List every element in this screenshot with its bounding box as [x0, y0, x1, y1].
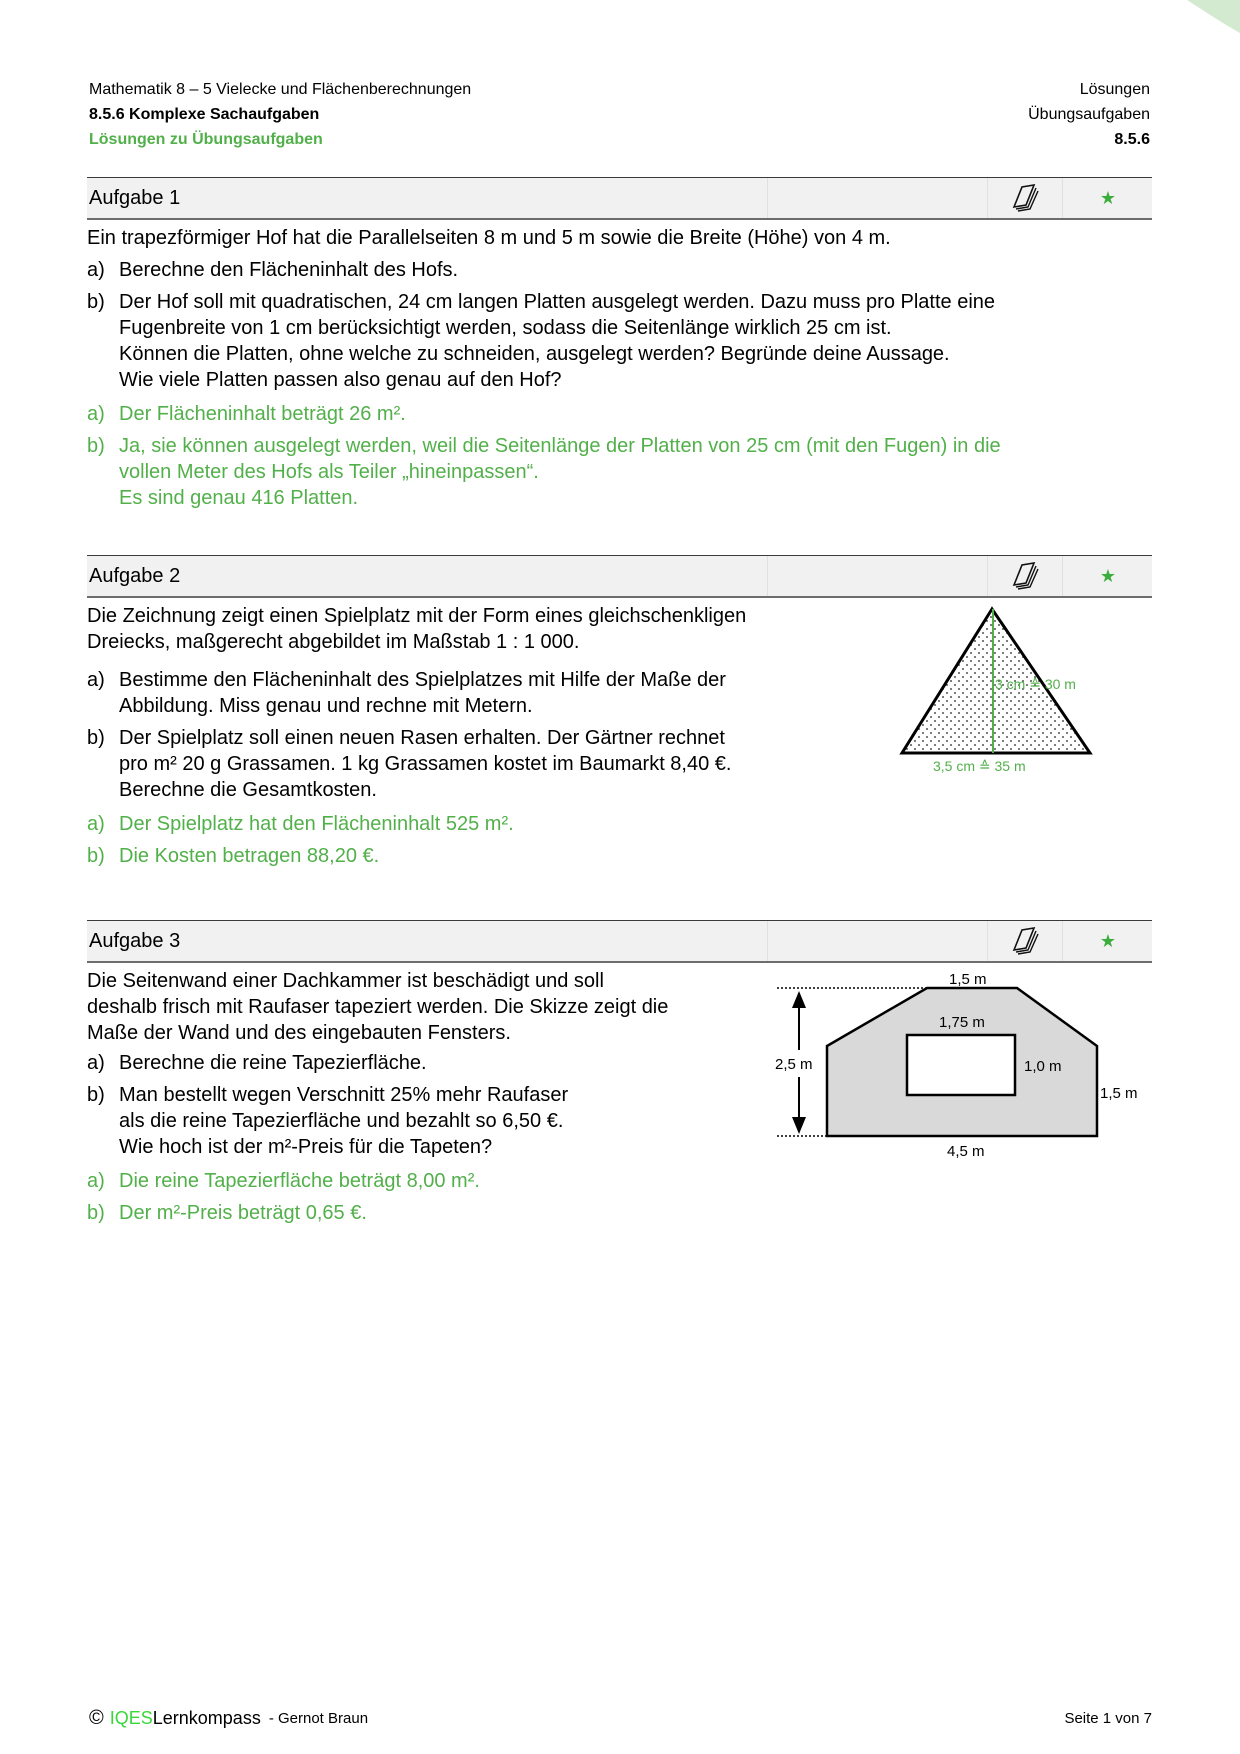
- text-line: Wie hoch ist der m²-Preis für die Tapeten?: [119, 1136, 493, 1158]
- item-label: a): [87, 1170, 105, 1192]
- bottom-width-label: 4,5 m: [947, 1143, 985, 1160]
- task-intro: [87, 968, 787, 1046]
- solution-b: [87, 843, 877, 869]
- header-right-number: 8.5.6: [1114, 131, 1150, 148]
- item-text: [119, 725, 877, 803]
- item-label: a): [87, 813, 105, 835]
- item-text: Der m²-Preis beträgt 0,65 €.: [119, 1202, 367, 1224]
- item-text: Berechne den Flächeninhalt des Hofs.: [119, 259, 459, 281]
- item-label: a): [87, 1052, 105, 1074]
- item-label: b): [87, 435, 105, 457]
- header-cell: [767, 921, 988, 961]
- task-header: [87, 555, 1152, 598]
- header-right: [1028, 77, 1150, 152]
- text-line: Man bestellt wegen Verschnitt 25% mehr Raufaser: [119, 1084, 569, 1106]
- brand-lernkompass: Lernkompass: [152, 1708, 261, 1728]
- item-text: Die Kosten betragen 88,20 €.: [119, 845, 380, 867]
- text-line: Die Seitenwand einer Dachkammer ist beschädigt und soll: [87, 970, 604, 992]
- book-icon: [987, 178, 1063, 218]
- window-height-label: 1,0 m: [1024, 1058, 1062, 1075]
- text-line: Bestimme den Flächeninhalt des Spielplatzes mit Hilfe der Maße der: [119, 669, 726, 691]
- star-icon: ★: [1062, 921, 1153, 961]
- task-header: [87, 177, 1152, 220]
- task-title: Aufgabe 1: [89, 186, 181, 209]
- item-text: [119, 433, 1152, 511]
- side-height-label: 1,5 m: [1100, 1085, 1138, 1102]
- author: - Gernot Braun: [268, 1710, 369, 1727]
- triangle-figure: [897, 603, 1147, 793]
- item-label: a): [87, 669, 105, 691]
- item-label: b): [87, 1084, 105, 1106]
- star-icon: ★: [1062, 556, 1153, 596]
- item-text: Der Spielplatz hat den Flächeninhalt 525 m².: [119, 813, 514, 835]
- wall-figure: [767, 965, 1227, 1165]
- text-line: Können die Platten, ohne welche zu schneiden, ausgelegt werden? Begründe deine Aussage.: [119, 343, 950, 365]
- text-line: als die reine Tapezierfläche und bezahlt so 6,50 €.: [119, 1110, 564, 1132]
- solution-a: [87, 811, 877, 837]
- item-label: b): [87, 845, 105, 867]
- task-title: Aufgabe 3: [89, 929, 181, 952]
- task-header: [87, 920, 1152, 963]
- item-label: a): [87, 259, 105, 281]
- page-number: Seite 1 von 7: [1064, 1710, 1152, 1727]
- task-2: [87, 555, 1152, 869]
- item-text: [119, 1082, 787, 1160]
- text-line: Es sind genau 416 Platten.: [119, 487, 359, 509]
- section-title: 8.5.6 Komplexe Sachaufgaben: [89, 106, 320, 123]
- item-text: Berechne die reine Tapezierfläche.: [119, 1052, 427, 1074]
- item-text: [119, 667, 877, 719]
- height-label: 3 cm ≙ 30 m: [995, 676, 1076, 692]
- book-icon: [987, 556, 1063, 596]
- text-line: Ja, sie können ausgelegt werden, weil die Seitenlänge der Platten von 25 cm (mit den Fugen) in die: [119, 435, 1001, 457]
- brand-iqes: IQES: [109, 1708, 153, 1728]
- question-b: [87, 725, 877, 803]
- book-icon: [987, 921, 1063, 961]
- item-label: b): [87, 291, 105, 313]
- task-3: [87, 920, 1152, 1226]
- top-width-label: 1,5 m: [949, 971, 987, 988]
- text-line: Die Zeichnung zeigt einen Spielplatz mit der Form eines gleichschenkligen: [87, 605, 747, 627]
- task-title: Aufgabe 2: [89, 564, 181, 587]
- total-height-label: 2,5 m: [775, 1056, 813, 1073]
- copyright-icon: ©: [89, 1707, 104, 1729]
- item-text: Die reine Tapezierfläche beträgt 8,00 m².: [119, 1170, 480, 1192]
- text-line: Wie viele Platten passen also genau auf den Hof?: [119, 369, 562, 391]
- text-line: pro m² 20 g Grassamen. 1 kg Grassamen kostet im Baumarkt 8,40 €.: [119, 753, 732, 775]
- text-line: deshalb frisch mit Raufaser tapeziert werden. Die Skizze zeigt die: [87, 996, 669, 1018]
- text-line: Maße der Wand und des eingebauten Fensters.: [87, 1022, 511, 1044]
- page-footer: [89, 1707, 1152, 1730]
- header-cell: [767, 178, 988, 218]
- text-line: Abbildung. Miss genau und rechne mit Metern.: [119, 695, 533, 717]
- header-cell: [767, 556, 988, 596]
- solution-b: [87, 433, 1152, 511]
- star-icon: ★: [1062, 178, 1153, 218]
- solution-a: [87, 401, 1152, 427]
- subject-title: Mathematik 8 – 5 Vielecke und Flächenberechnungen: [89, 81, 472, 98]
- task-1: [87, 177, 1152, 511]
- question-a: [87, 1050, 787, 1076]
- text-line: Der Hof soll mit quadratischen, 24 cm langen Platten ausgelegt werden. Dazu muss pro Platte eine: [119, 291, 996, 313]
- header-right-line2: Übungsaufgaben: [1028, 106, 1150, 123]
- text-line: Dreiecks, maßgerecht abgebildet im Maßstab 1 : 1 000.: [87, 631, 580, 653]
- base-label: 3,5 cm ≙ 35 m: [933, 758, 1026, 774]
- question-b: [87, 1082, 787, 1160]
- question-a: [87, 667, 877, 719]
- solution-a: [87, 1168, 787, 1194]
- text-line: Der Spielplatz soll einen neuen Rasen erhalten. Der Gärtner rechnet: [119, 727, 725, 749]
- text-line: Fugenbreite von 1 cm berücksichtigt werden, sodass die Seitenlänge wirklich 25 cm ist.: [119, 317, 892, 339]
- question-a: [87, 257, 1152, 283]
- question-b: [87, 289, 1152, 393]
- task-intro: [87, 603, 877, 655]
- item-text: [119, 289, 1152, 393]
- text-line: Berechne die Gesamtkosten.: [119, 779, 377, 801]
- item-label: b): [87, 727, 105, 749]
- solution-b: [87, 1200, 787, 1226]
- text-line: vollen Meter des Hofs als Teiler „hineinpassen“.: [119, 461, 539, 483]
- task-intro: Ein trapezförmiger Hof hat die Parallelseiten 8 m und 5 m sowie die Breite (Höhe) von 4 m.: [87, 227, 891, 249]
- page-subtitle: Lösungen zu Übungsaufgaben: [89, 131, 323, 148]
- page-header: [89, 77, 471, 152]
- item-label: b): [87, 1202, 105, 1224]
- item-text: Der Flächeninhalt beträgt 26 m².: [119, 403, 406, 425]
- item-label: a): [87, 403, 105, 425]
- window-width-label: 1,75 m: [939, 1014, 985, 1031]
- header-right-line1: Lösungen: [1079, 81, 1150, 98]
